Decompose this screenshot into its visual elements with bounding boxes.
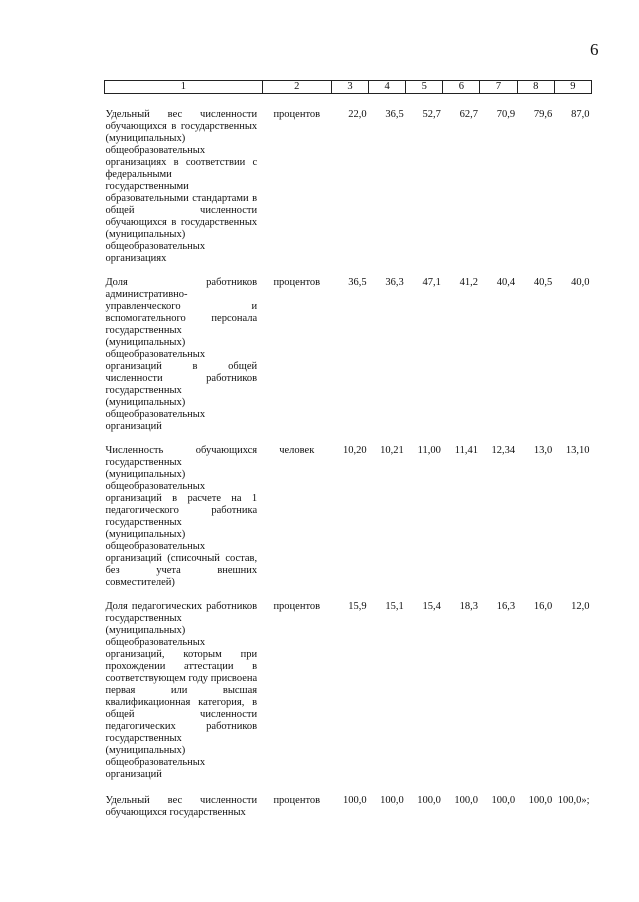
unit-cell: процентов: [273, 277, 321, 288]
indicator-cell: Удельный вес численности обучающихся государственных: [105, 795, 258, 818]
value-cell: 100,0: [380, 795, 404, 806]
value-cell: 40,0: [571, 277, 590, 288]
column-header: 3: [331, 81, 368, 94]
value-cell: 12,0: [571, 601, 590, 612]
indicator-cell: Удельный вес численности обучающихся в государственных (муниципальных) общеобразовательных организациях в соответствии с федеральными государственными образовательными стандартами в общей численности обучающихся в государственных (муниципальных) общеобразовательных организациях: [105, 109, 258, 264]
value-cell: 70,9: [496, 109, 516, 120]
unit-cell: процентов: [273, 795, 321, 806]
value-cell: 100,0: [528, 795, 553, 806]
value-cell: 52,7: [422, 109, 441, 120]
indicator-cell: Доля педагогических работников государственных (муниципальных) общеобразовательных организаций, которым при прохождении аттестации в соответствующем году присвоена первая или высшая квалификационная категория, в общей численности педагогических работников государственных (муниципальных) общеобразовательных организаций: [105, 601, 258, 780]
value-cell: 79,6: [533, 109, 553, 120]
value-cell: 40,5: [533, 277, 553, 288]
indicator-cell: Доля работников административно-управленческого и вспомогательного персонала государственных (муниципальных) общеобразовательных организаций в общей численности работников государственных (муниципальных) общеобразовательных организаций: [105, 277, 258, 432]
column-header: 4: [369, 81, 406, 94]
column-header: 7: [480, 81, 517, 94]
value-cell: 100,0: [454, 795, 478, 806]
value-cell: 11,00: [417, 445, 441, 456]
column-header: 6: [443, 81, 480, 94]
column-header: 1: [105, 81, 263, 94]
value-cell: 40,4: [496, 277, 516, 288]
value-cell: 47,1: [422, 277, 441, 288]
table-row: [105, 589, 592, 781]
value-cell: 13,10: [565, 445, 590, 456]
unit-cell: процентов: [273, 109, 321, 120]
value-cell: 16,3: [496, 601, 516, 612]
unit-cell: процентов: [273, 601, 321, 612]
value-cell: 15,9: [348, 601, 367, 612]
indicators-table: [104, 80, 592, 819]
value-cell: 62,7: [459, 109, 478, 120]
value-cell: 41,2: [459, 277, 478, 288]
value-cell: 11,41: [454, 445, 478, 456]
value-cell: 100,0»;: [557, 795, 590, 806]
value-cell: 36,5: [385, 109, 404, 120]
value-cell: 13,0: [533, 445, 553, 456]
table-row: [105, 94, 592, 266]
column-header: 2: [262, 81, 331, 94]
table-row: [105, 781, 592, 819]
indicator-cell: Численность обучающихся государственных (муниципальных) общеобразовательных организаций в расчете на 1 педагогического работника государственных (муниципальных) общеобразовательных организаций (списочный состав, без учета внешних совместителей): [105, 445, 258, 588]
table-row: [105, 265, 592, 433]
page-number: 6: [590, 40, 599, 59]
value-cell: 12,34: [491, 445, 516, 456]
value-cell: 15,4: [422, 601, 441, 612]
column-header: 9: [554, 81, 591, 94]
value-cell: 22,0: [348, 109, 367, 120]
value-cell: 87,0: [571, 109, 590, 120]
unit-cell: человек: [279, 445, 315, 456]
value-cell: 16,0: [533, 601, 553, 612]
value-cell: 100,0: [417, 795, 441, 806]
column-header: 8: [517, 81, 554, 94]
value-cell: 36,5: [348, 277, 367, 288]
header-row: [105, 81, 592, 94]
value-cell: 10,20: [342, 445, 367, 456]
value-cell: 100,0: [491, 795, 516, 806]
value-cell: 18,3: [459, 601, 478, 612]
value-cell: 100,0: [342, 795, 367, 806]
value-cell: 10,21: [380, 445, 404, 456]
table-row: [105, 433, 592, 589]
value-cell: 36,3: [385, 277, 404, 288]
column-header: 5: [406, 81, 443, 94]
value-cell: 15,1: [385, 601, 404, 612]
